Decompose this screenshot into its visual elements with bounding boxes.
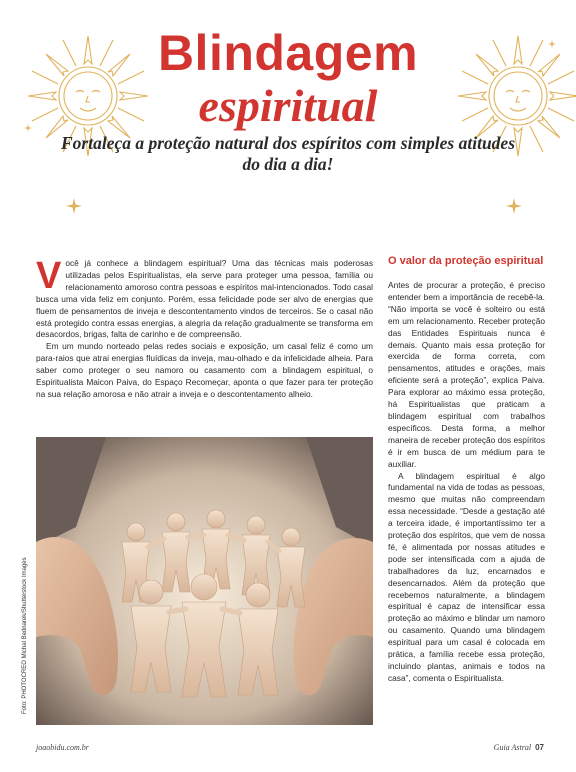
sidebar-text (388, 280, 545, 685)
magazine-name: Guia Astral (493, 743, 532, 752)
page-title: Blindagem (157, 25, 419, 81)
intro-paragraph-1 (36, 255, 373, 341)
intro-paragraph-1-text: ocê já conhece a blindagem espiritual? Uma das técnicas mais poderosas utilizadas pelos Espiritualistas, ela serve para proteger uma pessoa, família ou relacionamento amoroso contra pessoas e espíritos mal-intencionados. Todo casal busca uma vida feliz em conjunto. Porém, essa felicidade pode ser alvo de energias que fluem de pensamentos de inveja e descontentamento vindos de terceiros. Se o casal não está protegido contra essas energias, a alegria da relação gradualmente se transforma em desacordos, brigas, falta de carinho e de compreensão. (36, 258, 373, 340)
section-heading: O valor da proteção espiritual (388, 255, 544, 267)
sidebar-paragraph-1: Antes de procurar a proteção, é preciso entender bem a importância de recebê-la. “Não importa se você é solteiro ou está em um relacionamento. Receber proteção das Entidades Espirituais nunca é demais. Quanto mais essa proteção for exercida de forma correta, com pensamentos, atitudes e orações, mais eficiente será a proteção”, explica Paiva. Para explorar ao máximo essa proteção, há Espiritualistas que praticam a blindagem espiritual com trabalhos específicos. Desta forma, a melhor maneira de receber proteção dos espíritos é ir em busca de um médium para te auxiliar. (388, 280, 545, 469)
page-number: 07 (535, 743, 544, 752)
sparkle-icon (506, 198, 522, 214)
footer-website: joaobidu.com.br (36, 743, 89, 752)
photo-credit: Foto: PHOTOCREO Michal Bednarek/Shutterstock Images (22, 557, 28, 714)
drop-cap: V (36, 255, 62, 297)
sparkle-icon (66, 198, 82, 214)
sidebar-paragraph-2: A blindagem espiritual é algo fundamental na vida de todas as pessoas, mesmo que muitas não compreendam essa necessidade. “Desde a gestação até a terceira idade, é importantíssimo ter a proteção dos espíritos, que vem de nossa fé, é alimentada por nossas atitudes e pode ser intensificada com a ajuda de trabalhadores da luz, encarnados e desencarnados. Além da proteção que recebemos naturalmente, a blindagem espiritual é capaz de intensificar essa proteção ao máximo e blindar um namoro ou casamento. Quando uma blindagem espiritual para um casal é colocada em prática, a família recebe essa proteção, incluindo plantas, animais e todos na casa”, comenta o Espiritualista. (388, 470, 545, 683)
photo-paper-people-hands (36, 437, 373, 725)
footer-magazine (494, 743, 544, 752)
page-subtitle: Fortaleça a proteção natural dos espíritos com simples atitudes do dia a dia! (60, 133, 516, 174)
page-title-line2: espiritual (198, 80, 378, 131)
photo-illustration (36, 437, 373, 725)
intro-text (36, 255, 373, 401)
intro-paragraph-2: Em um mundo norteado pelas redes sociais e exposição, um casal feliz é como um para-raios que atrai energias fluídicas da inveja, mau-olhado e da infelicidade alheia. Para saber como proteger o seu namoro ou casamento com a blindagem espiritual, o Espiritualista Maicon Paiva, do Espaço Recomeçar, aponta o que fazer para ter proteção na sua relação amorosa e não atrair a inveja e o descontentamento alheio. (36, 341, 373, 399)
